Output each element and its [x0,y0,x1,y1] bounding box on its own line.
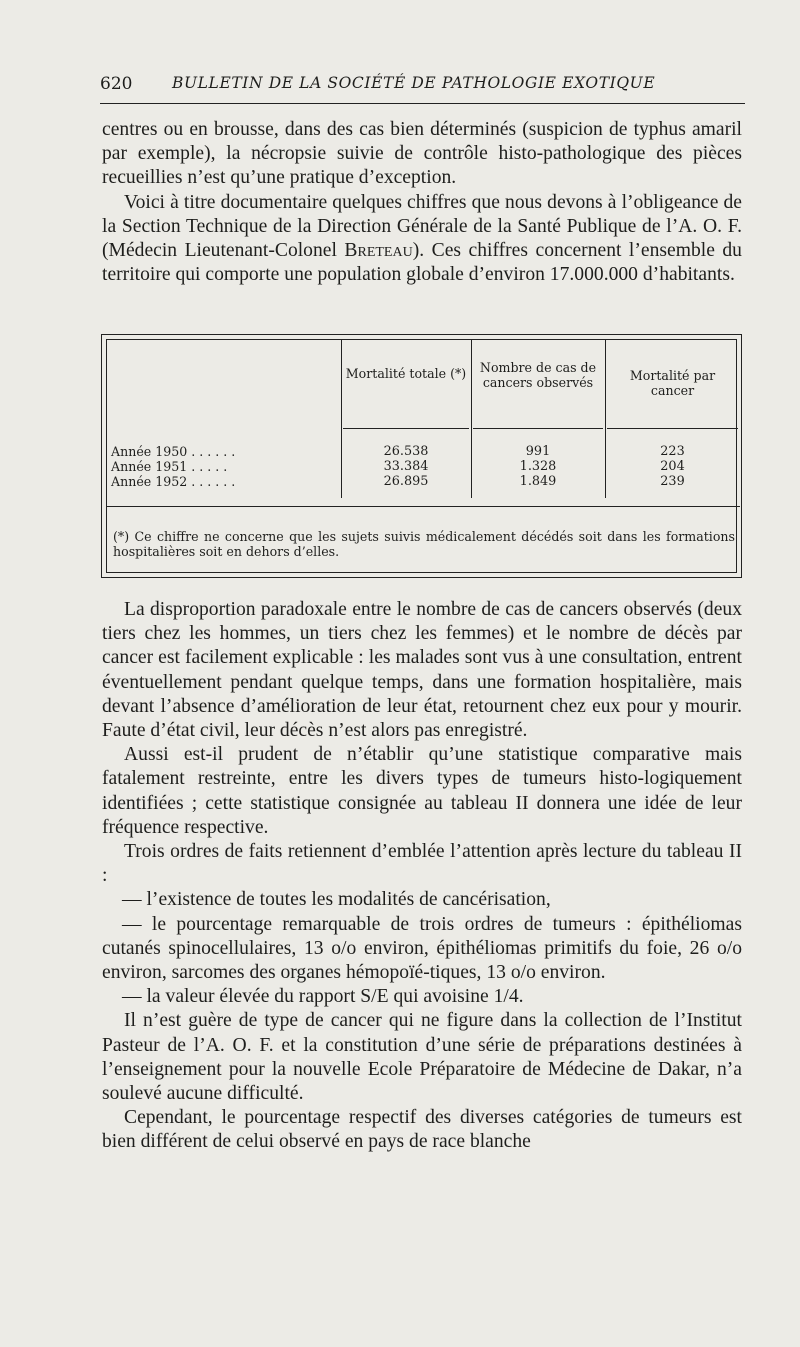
column-divider [471,340,472,498]
running-title: BULLETIN DE LA SOCIÉTÉ DE PATHOLOGIE EXOTIQUE [172,74,656,92]
cell-nombre-de-cas: 1.849 [519,474,557,489]
list-item: — l’existence de toutes les modalités de cancérisation, [122,889,551,911]
row-label-1950: Année 1950 . . . . . . [111,444,236,459]
cell-mortalite-cancer: 223 [660,444,685,459]
cell-mortalite-cancer: 204 [660,459,685,474]
cell-mortalite-totale: 26.538 [383,444,429,459]
paragraph-text: Voici à titre documentaire quelques chiffres que nous devons à l’obligeance de la Section Technique de la Direction Générale de la Santé Publique de l’A. O. F. (Médecin Lieutenant-Colonel [102,191,742,262]
header-underline [607,428,738,429]
page-header [100,74,745,100]
header-underline [343,428,469,429]
author-name: Breteau [344,240,413,262]
statistics-table [101,334,742,578]
paragraph: Aussi est-il prudent de n’établir qu’une statistique comparative mais fatalement restreinte, entre les divers types de tumeurs histo-logiquement identifiées ; cette statistique consignée au tableau II donnera une idée de leur fréquence respective. [102,744,742,838]
intro-text [102,118,742,287]
list-item: — le pourcentage remarquable de trois ordres de tumeurs : épithéliomas cutanés spinocellulaires, 13 o/o environ, épithéliomas primitifs du foie, 26 o/o environ, sarcomes des organes hémopoïé-tiques, 13 o/o environ. [102,913,742,984]
column-header-nombre-de-cas: Nombre de cas de cancers observés [479,360,597,390]
column-divider [341,340,342,498]
row-label-1952: Année 1952 . . . . . . [111,474,236,489]
paragraph: Trois ordres de faits retiennent d’emblée l’attention après lecture du tableau II : [102,841,742,887]
cell-mortalite-totale: 26.895 [383,474,429,489]
paragraph-text: ). Ces chiffres concernent l’ensemble du territoire qui comporte une population globale d’environ 17.000.000 d’habitants. [102,240,742,286]
paragraph: La disproportion paradoxale entre le nombre de cas de cancers observés (deux tiers chez les hommes, un tiers chez les femmes) et le nombre de décès par cancer est facilement explicable : les malades sont vus à une consultation, entrent éventuellement pendant quelque temps, dans une formation hospitalière, mais devant l’absence d’amélioration de leur état, retournent chez eux pour y mourir. Faute d’état civil, leur décès n’est alors pas enregistré. [102,599,742,742]
header-rule [100,103,745,104]
header-underline [473,428,603,429]
table-inner-frame [106,339,737,573]
cell-nombre-de-cas: 1.328 [519,459,557,474]
footnote-rule [107,506,740,507]
column-header-mortalite-totale: Mortalité totale (*) [345,366,467,381]
column-header-mortalite-cancer: Mortalité par cancer [629,368,716,398]
paragraph: Cependant, le pourcentage respectif des diverses catégories de tumeurs est bien différent de celui observé en pays de race blanche [102,1107,742,1153]
row-label-1951: Année 1951 . . . . . [111,459,228,474]
paragraph: centres ou en brousse, dans des cas bien déterminés (suspicion de typhus amaril par exemple), la nécropsie suivie de contrôle histo-pathologique des pièces recueillies n’est qu’une pratique d’exception. [102,119,742,189]
table-footnote: (*) Ce chiffre ne concerne que les sujets suivis médicalement décédés soit dans les formations hospitalières soit en dehors d’elles. [113,529,735,559]
cell-nombre-de-cas: 991 [525,444,551,459]
cell-mortalite-totale: 33.384 [383,459,429,474]
cell-mortalite-cancer: 239 [660,474,685,489]
paragraph: Il n’est guère de type de cancer qui ne figure dans la collection de l’Institut Pasteur de l’A. O. F. et la constitution d’une série de préparations destinées à l’enseignement pour la nouvelle Ecole Préparatoire de Médecine de Dakar, n’a soulevé aucune difficulté. [102,1010,742,1105]
body-text [102,598,742,1155]
paragraph [102,191,742,288]
page-number: 620 [100,74,133,94]
column-divider [605,340,606,498]
list-item: — la valeur élevée du rapport S/E qui avoisine 1/4. [122,986,524,1008]
